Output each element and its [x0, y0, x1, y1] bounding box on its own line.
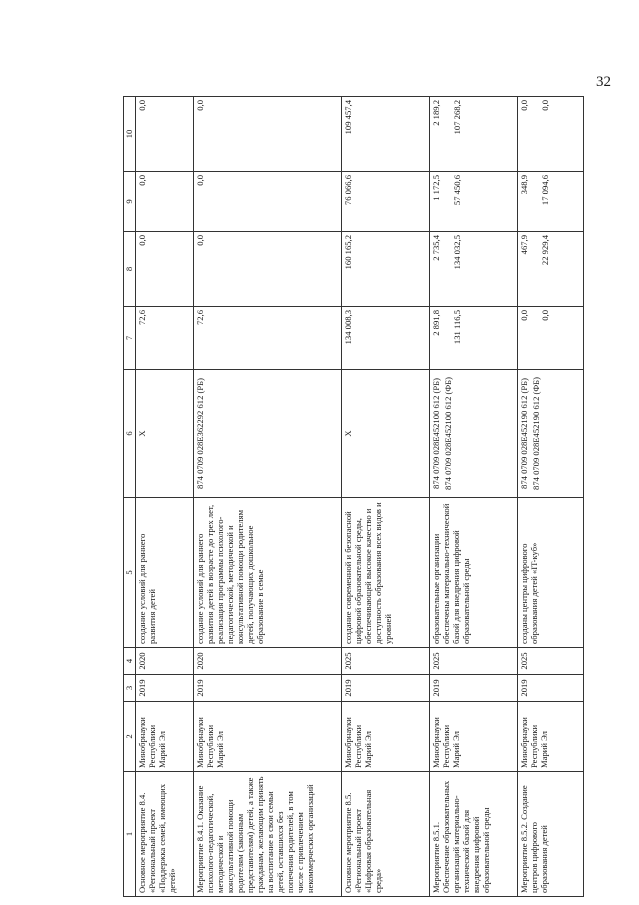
cell-amount-c10 [430, 97, 518, 172]
col-header-10: 10 [124, 97, 136, 172]
amount-value: 0,0 [519, 310, 529, 321]
budget-code-line: 874 0709 028Е362292 612 (РБ) [195, 378, 205, 489]
amount-value: 0,0 [195, 235, 205, 246]
table-row [342, 97, 430, 897]
budget-code-line: 874 0709 028Е452100 612 (РБ) [431, 378, 441, 489]
amount-value: 467,9 [519, 235, 529, 255]
amount-value: 76 066,6 [343, 175, 353, 206]
cell-result: создание условий для раннего развития детей в возрасте до трех лет, реализация программы психолого-педагогической, методической и консультативной помощи родителям детей, получающих дошкольное образование в семье [194, 498, 342, 648]
amount-value: 22 929,4 [540, 235, 550, 266]
cell-amount-c9 [194, 172, 342, 232]
page-number: 32 [596, 74, 611, 90]
cell-amount-c8 [136, 232, 194, 307]
cell-end-year: 2025 [518, 648, 584, 675]
amount-value: 0,0 [519, 100, 529, 111]
amount-value: 2 735,4 [431, 235, 441, 261]
amount-value: 1 172,5 [431, 175, 441, 201]
amount-value: 0,0 [540, 310, 550, 321]
col-header-4: 4 [124, 648, 136, 675]
cell-result: созданы центры цифрового образования детей «IT-куб» [518, 498, 584, 648]
cell-result: создание современной и безопасной цифровой образовательной среды, обеспечивающей высокое качество и доступность образования всех видов и уровней [342, 498, 430, 648]
cell-executor: Минобрнауки Республики Марий Эл [342, 702, 430, 772]
budget-code-line: 874 0709 028Е452190 612 (РБ) [519, 378, 529, 489]
cell-end-year: 2025 [430, 648, 518, 675]
cell-executor: Минобрнауки Республики Марий Эл [136, 702, 194, 772]
col-header-8: 8 [124, 232, 136, 307]
cell-name: Мероприятие 8.5.2. Создание центров цифрового образования детей [518, 772, 584, 897]
amount-value: 17 094,6 [540, 175, 550, 206]
cell-amount-c8 [342, 232, 430, 307]
col-header-2: 2 [124, 702, 136, 772]
col-header-5: 5 [124, 498, 136, 648]
budget-code-line: X [137, 430, 147, 437]
budget-table-wrapper [123, 97, 550, 897]
cell-amount-c7 [342, 307, 430, 370]
cell-start-year: 2019 [136, 675, 194, 702]
table-row [430, 97, 518, 897]
amount-value: 72,6 [195, 310, 205, 326]
cell-start-year: 2019 [430, 675, 518, 702]
table-row [518, 97, 584, 897]
cell-amount-c7 [430, 307, 518, 370]
cell-executor: Минобрнауки Республики Марий Эл [430, 702, 518, 772]
amount-value: 109 457,4 [343, 100, 353, 135]
cell-amount-c9 [430, 172, 518, 232]
amount-value: 348,9 [519, 175, 529, 195]
cell-end-year: 2020 [136, 648, 194, 675]
cell-start-year: 2019 [194, 675, 342, 702]
cell-name: Мероприятие 8.5.1. Обеспечение образовательных организаций материально-технической базой для внедрения цифровой образовательной среды [430, 772, 518, 897]
cell-executor: Минобрнауки Республики Марий Эл [518, 702, 584, 772]
col-header-1: 1 [124, 772, 136, 897]
cell-amount-c7 [194, 307, 342, 370]
amount-value: 160 165,2 [343, 235, 353, 270]
cell-amount-c9 [342, 172, 430, 232]
cell-name: Основное мероприятие 8.5. «Региональный проект «Цифровая образовательная среда» [342, 772, 430, 897]
cell-result: создание условий для раннего развития детей [136, 498, 194, 648]
cell-amount-c10 [194, 97, 342, 172]
cell-result: образовательные организации обеспечены материально-технической базой для внедрения цифровой образовательной среды [430, 498, 518, 648]
budget-code-line: 874 0709 028Е452190 612 (ФБ) [531, 377, 541, 490]
col-header-3: 3 [124, 675, 136, 702]
cell-amount-c10 [342, 97, 430, 172]
table-row [194, 97, 342, 897]
col-header-7: 7 [124, 307, 136, 370]
amount-value: 131 116,5 [452, 310, 462, 345]
amount-value: 107 268,2 [452, 100, 462, 135]
cell-end-year: 2020 [194, 648, 342, 675]
cell-end-year: 2025 [342, 648, 430, 675]
table-row [136, 97, 194, 897]
budget-table [123, 96, 584, 897]
amount-value: 134 008,3 [343, 310, 353, 345]
amount-value: 0,0 [137, 175, 147, 186]
amount-value: 57 450,6 [452, 175, 462, 206]
cell-amount-c8 [430, 232, 518, 307]
cell-start-year: 2019 [518, 675, 584, 702]
amount-value: 0,0 [137, 235, 147, 246]
cell-amount-c8 [194, 232, 342, 307]
cell-budget-code [430, 370, 518, 498]
amount-value: 0,0 [137, 100, 147, 111]
amount-value: 0,0 [195, 100, 205, 111]
table-body [136, 97, 584, 897]
amount-value: 2 891,8 [431, 310, 441, 336]
amount-value: 134 032,5 [452, 235, 462, 270]
cell-executor: Минобрнауки Республики Марий Эл [194, 702, 342, 772]
budget-code-line: X [343, 430, 353, 437]
cell-amount-c7 [136, 307, 194, 370]
cell-name: Основное мероприятие 8.4. «Региональный проект «Поддержка семей, имеющих детей» [136, 772, 194, 897]
cell-amount-c9 [518, 172, 584, 232]
col-header-9: 9 [124, 172, 136, 232]
cell-name: Мероприятие 8.4.1. Оказание психолого-педагогической, методической и консультативной помощи родителям (законным представителям) детей, а также гражданам, желающим принять на воспитание в свои семьи детей, оставшихся без попечения родителей, в том числе с привлечением некоммерческих организаций [194, 772, 342, 897]
cell-amount-c10 [136, 97, 194, 172]
amount-value: 2 189,2 [431, 100, 441, 126]
amount-value: 72,6 [137, 310, 147, 326]
budget-code-line: 874 0709 028Е452100 612 (ФБ) [443, 377, 453, 490]
cell-amount-c9 [136, 172, 194, 232]
header-row [124, 97, 136, 897]
cell-budget-code [342, 370, 430, 498]
cell-budget-code [518, 370, 584, 498]
cell-budget-code [136, 370, 194, 498]
cell-amount-c10 [518, 97, 584, 172]
amount-value: 0,0 [195, 175, 205, 186]
cell-budget-code [194, 370, 342, 498]
col-header-6: 6 [124, 370, 136, 498]
amount-value: 0,0 [540, 100, 550, 111]
cell-amount-c7 [518, 307, 584, 370]
cell-amount-c8 [518, 232, 584, 307]
cell-start-year: 2019 [342, 675, 430, 702]
